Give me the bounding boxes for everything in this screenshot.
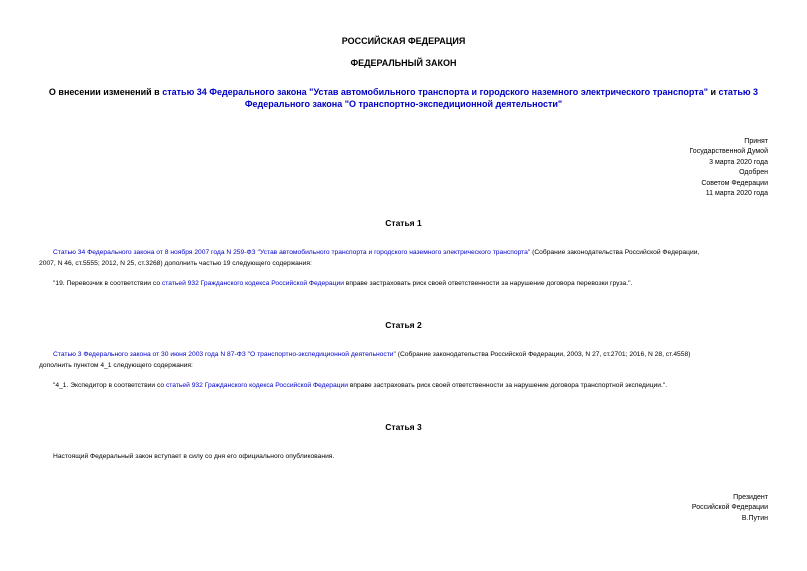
article2-quote-start: "4_1. Экспедитор в соответствии со xyxy=(53,382,166,389)
adoption-line: 3 марта 2020 года xyxy=(709,158,768,166)
signature-line: В.Путин xyxy=(741,514,768,522)
title-text-part2: и xyxy=(707,87,719,97)
article1-paragraph xyxy=(39,248,768,269)
title-link-law-expedition[interactable]: Федерального закона "О транспортно-экспедиционной деятельности" xyxy=(244,99,563,109)
article1-quote-link[interactable]: статьей 932 Гражданского кодекса Российской Федерации xyxy=(161,280,344,287)
adoption-line: Принят xyxy=(744,138,768,145)
adoption-line: Советом Федерации xyxy=(701,179,768,187)
title-link-article34[interactable]: статью 34 Федерального закона "Устав автомобильного транспорта и городского наземного электрического транспорта" xyxy=(162,87,708,97)
article1-text-line2: 2007, N 46, ст.5555; 2012, N 25, ст.3268) дополнить частью 19 следующего содержания: xyxy=(39,259,312,267)
adoption-line: 11 марта 2020 года xyxy=(705,190,768,198)
article2-text-line1: (Собрание законодательства Российской Федерации, 2003, N 27, ст.2701; 2016, N 28, ст.4558) xyxy=(395,351,691,358)
article2-text-line2: дополнить пунктом 4_1 следующего содержания: xyxy=(39,361,193,369)
article1-text-line1: (Собрание законодательства Российской Федерации, xyxy=(530,249,700,256)
law-title xyxy=(40,86,767,110)
signature-block xyxy=(692,493,768,524)
federation-heading: РОССИЙСКАЯ ФЕДЕРАЦИЯ xyxy=(341,36,466,46)
article3-heading: Статья 3 xyxy=(385,422,422,432)
article1-quote-start: "19. Перевозчик в соответствии со xyxy=(53,280,162,287)
adoption-line: Государственной Думой xyxy=(689,148,768,156)
title-link-article3[interactable]: статью 3 xyxy=(718,87,759,97)
article3-paragraph: Настоящий Федеральный закон вступает в силу со дня его официального опубликования. xyxy=(53,453,335,460)
law-type-heading: ФЕДЕРАЛЬНЫЙ ЗАКОН xyxy=(350,58,457,68)
article2-heading: Статья 2 xyxy=(385,320,422,330)
adoption-block xyxy=(689,137,768,199)
article1-quote-end: вправе застраховать риск своей ответственности за нарушение договора перевозки груза.". xyxy=(343,280,633,287)
article1-quote xyxy=(53,279,768,290)
article2-link[interactable]: Статью 3 Федерального закона от 30 июня 2003 года N 87-ФЗ "О транспортно-экспедиционной деятельности" xyxy=(53,351,396,358)
adoption-line: Одобрен xyxy=(739,169,768,177)
article1-heading: Статья 1 xyxy=(385,218,422,228)
article2-quote xyxy=(53,381,768,392)
signature-line: Российской Федерации xyxy=(691,504,768,512)
article2-quote-end: вправе застраховать риск своей ответственности за нарушение договора транспортной экспедиции.". xyxy=(347,382,668,389)
article1-link[interactable]: Статью 34 Федерального закона от 8 ноября 2007 года N 259-ФЗ "Устав автомобильного транспорта и городского наземного электрического транспорта" xyxy=(53,249,531,256)
article2-quote-link[interactable]: статьей 932 Гражданского кодекса Российской Федерации xyxy=(165,382,348,389)
signature-line: Президент xyxy=(733,494,768,501)
title-text-part1: О внесении изменений в xyxy=(48,87,163,97)
article2-paragraph xyxy=(39,350,768,371)
